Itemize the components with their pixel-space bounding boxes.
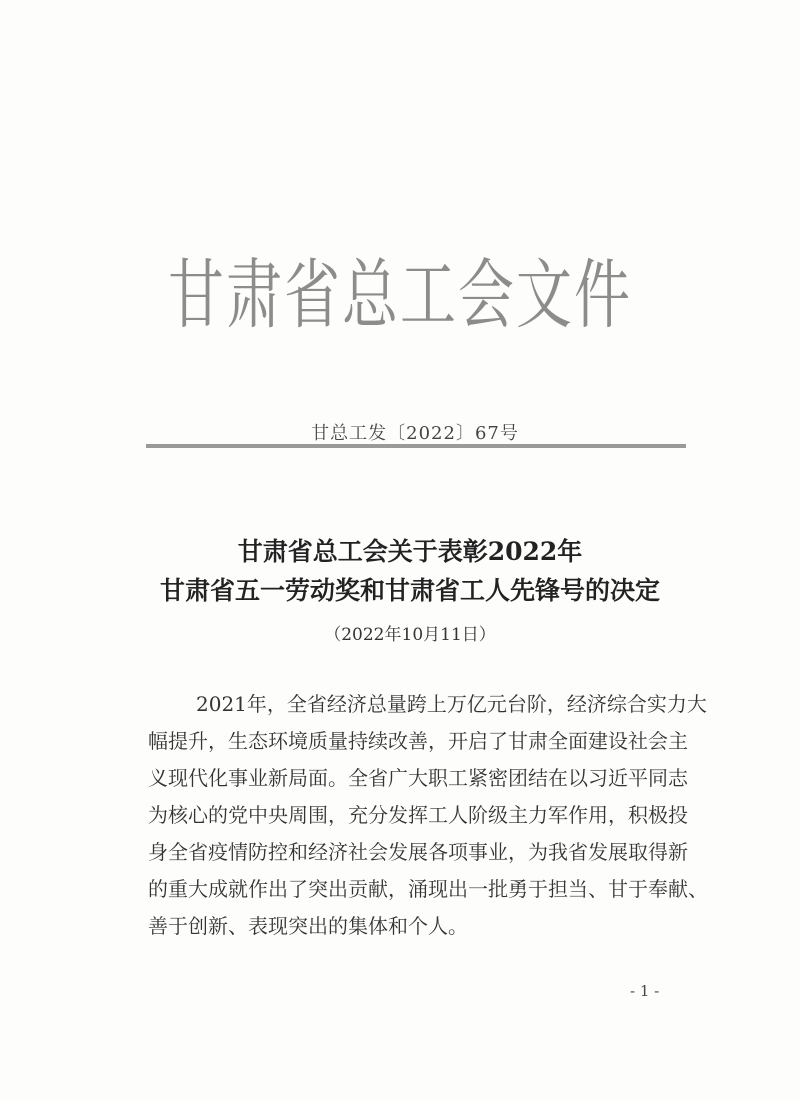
document-title-line-1: 甘肃省总工会关于表彰2022年: [237, 537, 583, 566]
body-line: 义现代化事业新局面。全省广大职工紧密团结在以习近平同志: [148, 766, 688, 790]
body-paragraph: [148, 690, 708, 949]
page-number: - 1 -: [630, 982, 660, 1000]
body-line: 身全省疫情防控和经济社会发展各项事业，为我省发展取得新: [148, 840, 688, 864]
body-line: 为核心的党中央周围，充分发挥工人阶级主力军作用，积极投: [148, 803, 688, 827]
header-divider: [146, 444, 686, 448]
document-number: 甘总工发〔2022〕67号: [311, 423, 519, 444]
body-line: 善于创新、表现突出的集体和个人。: [148, 914, 468, 938]
body-line: 的重大成就作出了突出贡献，涌现出一批勇于担当、甘于奉献、: [148, 877, 708, 901]
document-date: （2022年10月11日）: [324, 625, 496, 645]
masthead-title: 甘肃省总工会文件: [168, 252, 632, 340]
document-title-line-2: 甘肃省五一劳动奖和甘肃省工人先锋号的决定: [159, 576, 660, 605]
body-line: 幅提升，生态环境质量持续改善，开启了甘肃全面建设社会主: [148, 729, 688, 753]
body-line: 2021年，全省经济总量跨上万亿元台阶，经济综合实力大: [196, 692, 707, 716]
